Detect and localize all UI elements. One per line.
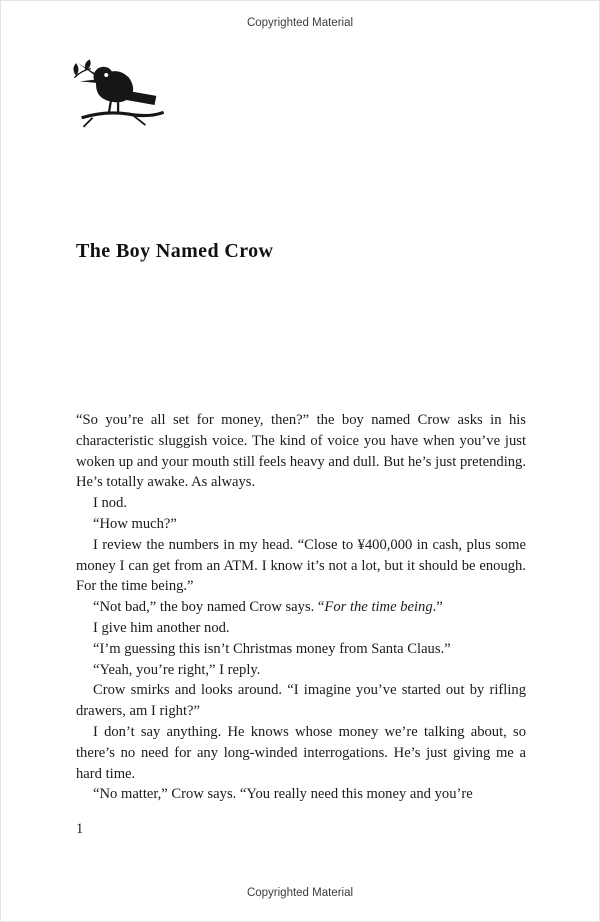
paragraph: I review the numbers in my head. “Close to ¥400,000 in cash, plus some money I can get from an ATM. I know it’s not a lot, but it should be enough. For the time being.” (76, 536, 526, 595)
paragraph: I nod. (93, 495, 128, 512)
body-text (76, 410, 526, 805)
paragraph: “I’m guessing this isn’t Christmas money from Santa Claus.” (93, 640, 451, 657)
crow-illustration (68, 54, 170, 136)
copyright-notice-top: Copyrighted Material (246, 17, 354, 29)
paragraph: “Yeah, you’re right,” I reply. (93, 661, 261, 678)
paragraph: I don’t say anything. He knows whose money we’re talking about, so there’s no need for any long-winded interrogations. He’s just giving me a hard time. (76, 723, 526, 782)
paragraph-text: “Not bad,” the boy named Crow says. “ (93, 599, 325, 616)
chapter-title: The Boy Named Crow (76, 240, 274, 262)
paragraph: “So you’re all set for money, then?” the boy named Crow asks in his characteristic sluggish voice. The kind of voice you have when you’ve just woken up and your mouth still feels heavy and dull. But he’s just pretending. He’s totally awake. As always. (76, 412, 526, 491)
paragraph: Crow smirks and looks around. “I imagine you’ve started out by rifling drawers, am I right?” (76, 682, 526, 720)
page-number: 1 (76, 821, 84, 837)
paragraph: I give him another nod. (93, 619, 230, 636)
copyright-notice-bottom: Copyrighted Material (246, 887, 354, 899)
paragraph-text: .” (432, 599, 443, 616)
paragraph: “How much?” (93, 515, 177, 532)
paragraph (76, 597, 526, 618)
paragraph-italic-text: For the time being (324, 599, 433, 616)
paragraph: “No matter,” Crow says. “You really need this money and you’re (93, 786, 473, 803)
crow-icon (68, 54, 170, 136)
